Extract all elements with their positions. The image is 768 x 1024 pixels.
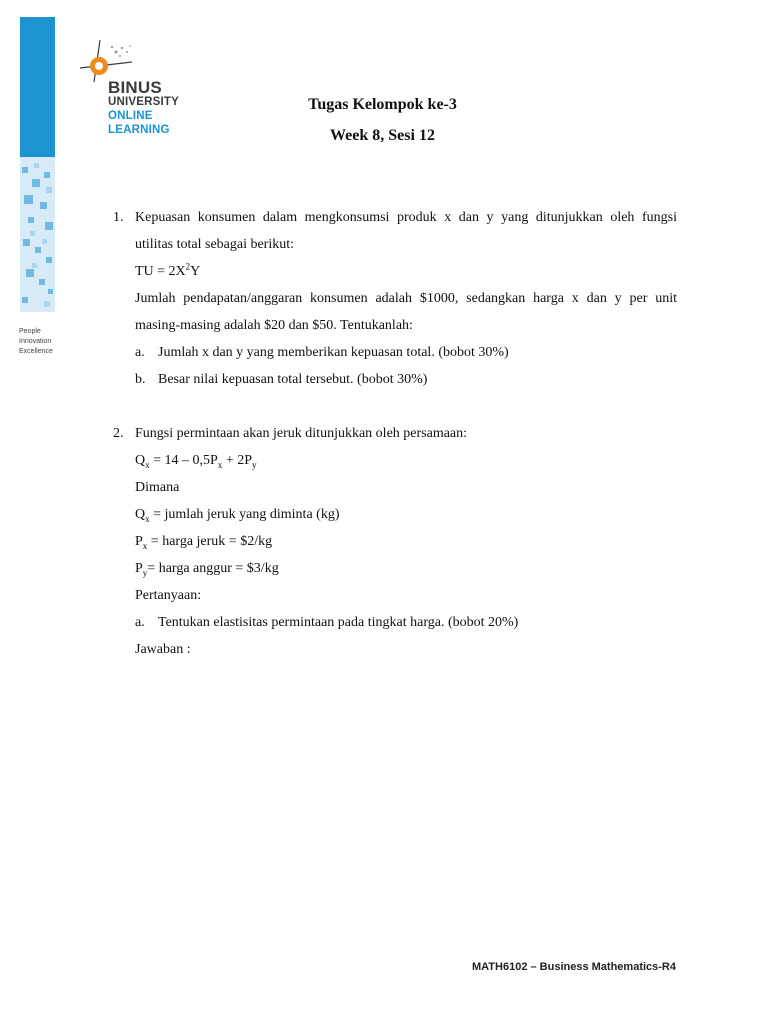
course-footer: MATH6102 – Business Mathematics-R4 [472,961,676,973]
q1-equation: TU = $2X^2Y$ [135,261,201,279]
question-2-number: 2. [113,426,124,441]
brand-stripe [20,17,55,312]
page-title: Tugas Kelompok ke-3 [308,96,457,113]
question-1-number: 1. [113,210,124,225]
q1-a-text: Jumlah x dan y yang memberikan kepuasan total. (bobot 30%) [158,345,509,360]
q2-equation: $Q_x = 14 - 0,5P_x + 2P_y$ [135,453,257,470]
q1-line-5: masing-masing adalah $20 dan $50. Tentukanlah: [135,318,413,333]
tagline-excellence: Excellence [19,348,53,355]
q2-dimana: Dimana [135,480,180,495]
logo-learning-text: LEARNING [108,124,170,136]
q2-a-text: Tentukan elastisitas permintaan pada tingkat harga. (bobot 20%) [158,615,519,630]
q2-def-px: $P_x$ = harga jeruk = $2/kg [135,534,273,551]
logo-binus-text: BINUS [108,78,162,97]
q2-a-label: a. [135,615,145,630]
logo-university-text: UNIVERSITY [108,96,180,108]
q1-line-4: Jumlah pendapatan/anggaran konsumen adalah $1000, sedangkan harga x dan y per unit [135,291,677,306]
tagline-people: People [19,328,41,335]
q2-def-qx: $Q_x$ = jumlah jeruk yang diminta (kg) [135,507,340,524]
q2-jawaban: Jawaban : [135,642,191,657]
page-subtitle: Week 8, Sesi 12 [330,127,435,144]
q1-b-label: b. [135,372,146,387]
q1-a-label: a. [135,345,145,360]
q1-line-1: Kepuasan konsumen dalam mengkonsumsi produk x dan y yang ditunjukkan oleh fungsi [135,210,677,225]
q1-b-text: Besar nilai kepuasan total tersebut. (bobot 30%) [158,372,428,387]
q2-line-1: Fungsi permintaan akan jeruk ditunjukkan oleh persamaan: [135,426,468,441]
logo-online-text: ONLINE [108,110,153,122]
q2-def-py: $P_y=$ harga anggur = $3/kg [135,561,279,578]
tagline-innovation: Innovation [19,338,52,345]
q1-line-2: utilitas total sebagai berikut: [135,237,295,252]
q2-pertanyaan: Pertanyaan: [135,588,202,603]
